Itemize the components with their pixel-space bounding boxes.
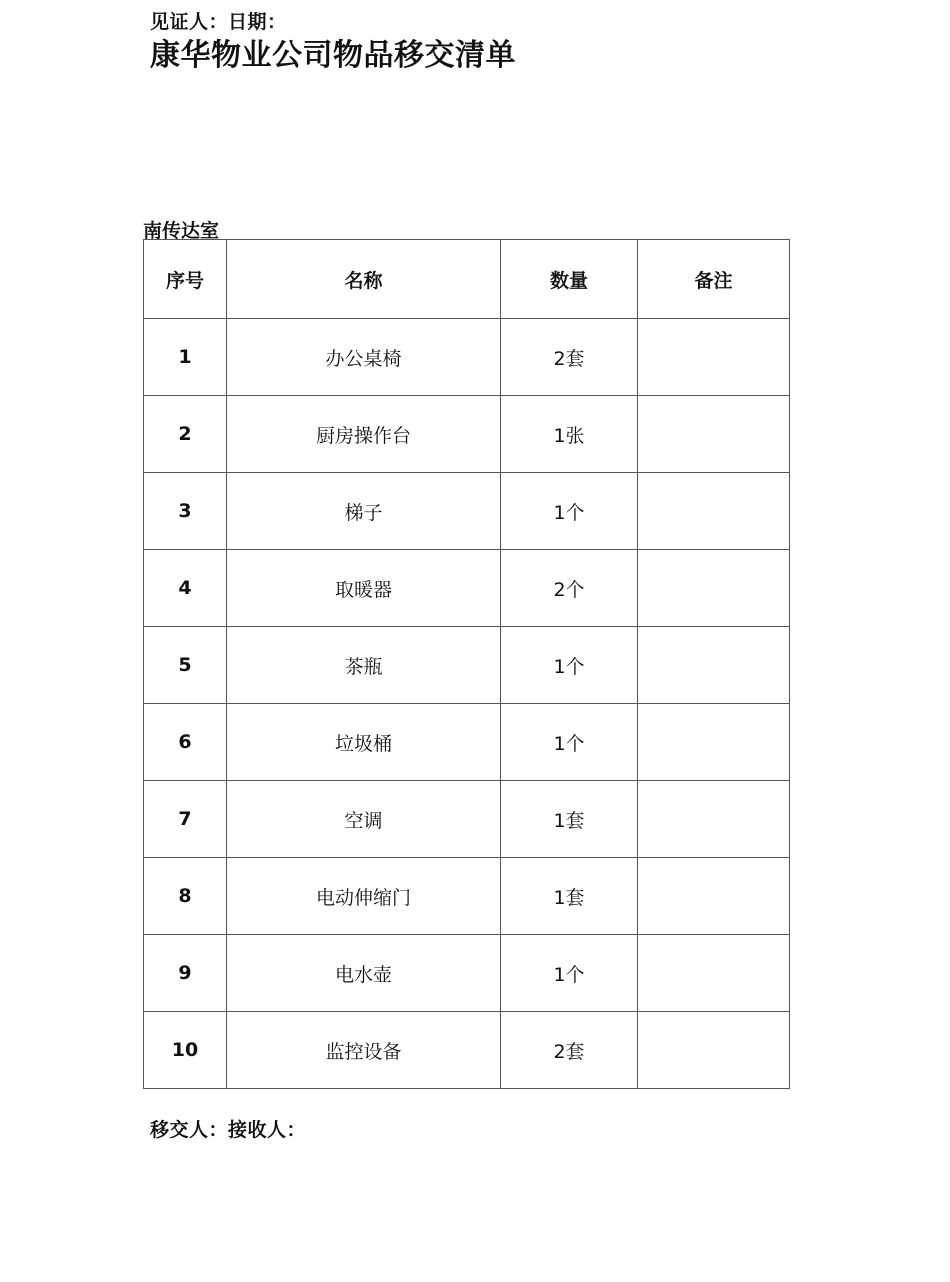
table-row (144, 627, 790, 704)
table-row (144, 1012, 790, 1089)
cell-no: 6 (144, 704, 227, 781)
cell-name: 电水壶 (227, 935, 501, 1012)
cell-note (638, 319, 790, 396)
cell-note (638, 1012, 790, 1089)
handover-table (143, 239, 790, 1089)
section-label: 南传达室 (143, 220, 220, 242)
cell-no: 9 (144, 935, 227, 1012)
cell-qty: 1个 (501, 627, 638, 704)
cell-no: 10 (144, 1012, 227, 1089)
cell-note (638, 550, 790, 627)
cell-note (638, 704, 790, 781)
cell-note (638, 473, 790, 550)
cell-qty: 1张 (501, 396, 638, 473)
cell-name: 办公桌椅 (227, 319, 501, 396)
column-header-note: 备注 (638, 240, 790, 319)
cell-qty: 2个 (501, 550, 638, 627)
cell-note (638, 858, 790, 935)
table-row (144, 781, 790, 858)
cell-qty: 1个 (501, 473, 638, 550)
cell-qty: 1个 (501, 704, 638, 781)
cell-no: 8 (144, 858, 227, 935)
cell-name: 梯子 (227, 473, 501, 550)
column-header-name: 名称 (227, 240, 501, 319)
cell-name: 空调 (227, 781, 501, 858)
table-row (144, 935, 790, 1012)
cell-qty: 2套 (501, 1012, 638, 1089)
column-header-no: 序号 (144, 240, 227, 319)
cell-no: 7 (144, 781, 227, 858)
cell-name: 茶瓶 (227, 627, 501, 704)
table-row (144, 473, 790, 550)
cell-note (638, 781, 790, 858)
table-header-row (144, 240, 790, 319)
table-row (144, 704, 790, 781)
cell-no: 1 (144, 319, 227, 396)
cell-name: 监控设备 (227, 1012, 501, 1089)
cell-qty: 1套 (501, 858, 638, 935)
cell-no: 5 (144, 627, 227, 704)
cell-qty: 1个 (501, 935, 638, 1012)
cell-name: 垃圾桶 (227, 704, 501, 781)
cell-note (638, 935, 790, 1012)
cell-qty: 1套 (501, 781, 638, 858)
cell-no: 4 (144, 550, 227, 627)
table-row (144, 858, 790, 935)
signature-line: 移交人：接收人： (150, 1119, 307, 1141)
table-row (144, 396, 790, 473)
table-row (144, 550, 790, 627)
cell-note (638, 396, 790, 473)
table-row (144, 319, 790, 396)
cell-name: 取暖器 (227, 550, 501, 627)
document-title: 康华物业公司物品移交清单 (150, 38, 516, 73)
cell-note (638, 627, 790, 704)
witness-date-line: 见证人：日期： (150, 11, 287, 33)
cell-no: 2 (144, 396, 227, 473)
cell-name: 电动伸缩门 (227, 858, 501, 935)
cell-no: 3 (144, 473, 227, 550)
cell-qty: 2套 (501, 319, 638, 396)
column-header-qty: 数量 (501, 240, 638, 319)
cell-name: 厨房操作台 (227, 396, 501, 473)
